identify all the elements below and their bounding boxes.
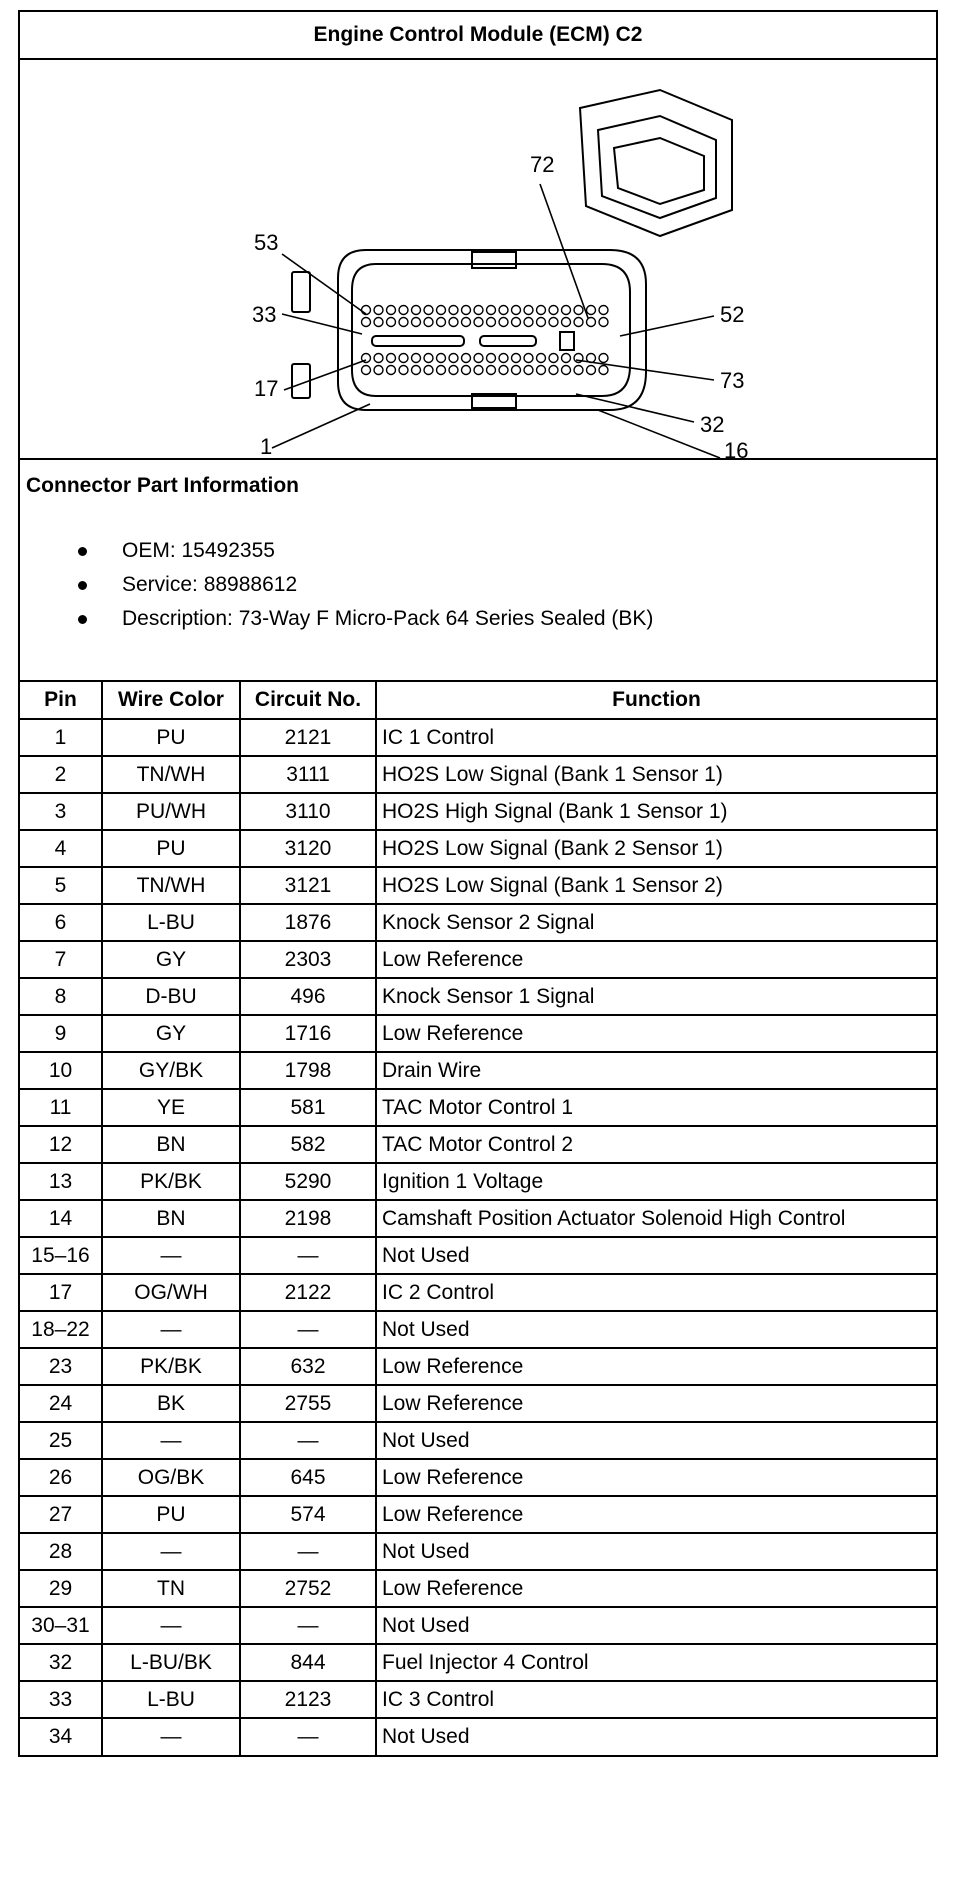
pin-cavity: [537, 366, 546, 375]
pin-cavity: [462, 366, 471, 375]
wire-color-cell: BN: [102, 1126, 240, 1163]
pinout-table: [20, 682, 936, 1755]
leader-32: [576, 394, 694, 422]
top-key: [472, 252, 516, 268]
wire-color-cell: PU: [102, 830, 240, 867]
circuit-no-cell: 2198: [240, 1200, 376, 1237]
table-row: [20, 1385, 936, 1422]
callout-32: 32: [700, 412, 725, 437]
pin-cavity: [387, 366, 396, 375]
wire-color-cell: —: [102, 1607, 240, 1644]
pin-cell: 11: [20, 1089, 102, 1126]
table-row: [20, 1570, 936, 1607]
pin-cell: 2: [20, 756, 102, 793]
table-row: [20, 1496, 936, 1533]
pin-cell: 30–31: [20, 1607, 102, 1644]
pin-cavity: [524, 366, 533, 375]
circuit-no-cell: 2123: [240, 1681, 376, 1718]
table-row: [20, 978, 936, 1015]
connector-part-info: [20, 460, 936, 682]
pin-cavity: [499, 306, 508, 315]
pin-cavity: [412, 306, 421, 315]
table-row: [20, 719, 936, 756]
pin-cavity: [512, 366, 521, 375]
pin-cavity: [537, 318, 546, 327]
circuit-no-cell: 2122: [240, 1274, 376, 1311]
connector-sheet: [18, 10, 938, 1757]
function-cell: Drain Wire: [376, 1052, 936, 1089]
wire-color-cell: —: [102, 1237, 240, 1274]
pin-cell: 28: [20, 1533, 102, 1570]
pin-cavity: [437, 354, 446, 363]
wire-color-cell: —: [102, 1311, 240, 1348]
table-row: [20, 1089, 936, 1126]
wire-color-cell: TN/WH: [102, 867, 240, 904]
circuit-no-cell: 3120: [240, 830, 376, 867]
circuit-no-cell: 3110: [240, 793, 376, 830]
pin-cavity: [512, 306, 521, 315]
function-cell: Knock Sensor 1 Signal: [376, 978, 936, 1015]
circuit-no-cell: 2752: [240, 1570, 376, 1607]
circuit-no-cell: 2121: [240, 719, 376, 756]
wire-color-cell: —: [102, 1422, 240, 1459]
pin-cell: 26: [20, 1459, 102, 1496]
pin-cavity: [437, 366, 446, 375]
function-cell: HO2S Low Signal (Bank 1 Sensor 2): [376, 867, 936, 904]
pin-73-cavity: [560, 332, 574, 350]
pin-cell: 3: [20, 793, 102, 830]
pin-cavity: [399, 366, 408, 375]
function-cell: Not Used: [376, 1311, 936, 1348]
connector-iso-view: [580, 90, 732, 236]
circuit-no-cell: —: [240, 1718, 376, 1755]
pin-cavity: [474, 354, 483, 363]
function-cell: Low Reference: [376, 1348, 936, 1385]
pin-cell: 9: [20, 1015, 102, 1052]
pin-cavity: [499, 366, 508, 375]
circuit-no-cell: 581: [240, 1089, 376, 1126]
wire-color-cell: BN: [102, 1200, 240, 1237]
pin-cavity: [487, 318, 496, 327]
pin-cavity: [362, 318, 371, 327]
function-cell: Low Reference: [376, 1015, 936, 1052]
table-row: [20, 1533, 936, 1570]
pin-cell: 5: [20, 867, 102, 904]
pin-cell: 1: [20, 719, 102, 756]
pin-cavity: [537, 306, 546, 315]
table-row: [20, 1348, 936, 1385]
table-row: [20, 904, 936, 941]
function-cell: Not Used: [376, 1422, 936, 1459]
function-cell: Not Used: [376, 1607, 936, 1644]
pin-cavity: [387, 354, 396, 363]
pin-cavity: [599, 354, 608, 363]
wire-color-cell: L-BU/BK: [102, 1644, 240, 1681]
callout-53: 53: [254, 230, 279, 255]
wire-color-cell: YE: [102, 1089, 240, 1126]
header-pin: Pin: [20, 682, 102, 719]
function-cell: Low Reference: [376, 1570, 936, 1607]
wire-color-cell: OG/BK: [102, 1459, 240, 1496]
pin-cavity: [562, 306, 571, 315]
wire-color-cell: TN: [102, 1570, 240, 1607]
function-cell: Not Used: [376, 1533, 936, 1570]
pin-cavities: [362, 306, 609, 375]
pin-cavity: [549, 318, 558, 327]
pin-cavity: [587, 318, 596, 327]
pin-cavity: [449, 318, 458, 327]
function-cell: TAC Motor Control 2: [376, 1126, 936, 1163]
pin-cavity: [487, 306, 496, 315]
table-row: [20, 867, 936, 904]
pin-cell: 17: [20, 1274, 102, 1311]
pin-cavity: [524, 354, 533, 363]
pin-cell: 14: [20, 1200, 102, 1237]
circuit-no-cell: 645: [240, 1459, 376, 1496]
pin-cavity: [562, 354, 571, 363]
pin-cavity: [424, 306, 433, 315]
pin-cell: 13: [20, 1163, 102, 1200]
callout-52: 52: [720, 302, 745, 327]
pin-cavity: [462, 318, 471, 327]
pin-cavity: [499, 318, 508, 327]
pin-cavity: [449, 306, 458, 315]
function-cell: Low Reference: [376, 1385, 936, 1422]
leader-52: [620, 316, 714, 336]
callout-17: 17: [254, 376, 279, 401]
pin-cavity: [487, 354, 496, 363]
pin-cavity: [374, 354, 383, 363]
pin-cavity: [512, 318, 521, 327]
pin-cavity: [499, 354, 508, 363]
function-cell: Low Reference: [376, 941, 936, 978]
pin-cavity: [424, 366, 433, 375]
table-row: [20, 941, 936, 978]
connector-inner-outline: [352, 264, 630, 396]
wire-color-cell: L-BU: [102, 904, 240, 941]
function-cell: Ignition 1 Voltage: [376, 1163, 936, 1200]
pin-cell: 33: [20, 1681, 102, 1718]
pin-cell: 25: [20, 1422, 102, 1459]
callout-1: 1: [260, 434, 273, 458]
pin-cavity: [399, 306, 408, 315]
wire-color-cell: GY: [102, 941, 240, 978]
pin-cavity: [549, 354, 558, 363]
pin-cavity: [462, 354, 471, 363]
wire-color-cell: OG/WH: [102, 1274, 240, 1311]
pin-cavity: [412, 318, 421, 327]
pin-cell: 4: [20, 830, 102, 867]
pin-cavity: [362, 366, 371, 375]
pin-cavity: [374, 366, 383, 375]
circuit-no-cell: —: [240, 1237, 376, 1274]
function-cell: Low Reference: [376, 1459, 936, 1496]
function-cell: TAC Motor Control 1: [376, 1089, 936, 1126]
circuit-no-cell: 5290: [240, 1163, 376, 1200]
header-circuit-no: Circuit No.: [240, 682, 376, 719]
pin-cavity: [549, 306, 558, 315]
function-cell: IC 1 Control: [376, 719, 936, 756]
pin-cell: 18–22: [20, 1311, 102, 1348]
pin-cavity: [424, 354, 433, 363]
table-row: [20, 1200, 936, 1237]
info-list: [20, 534, 653, 636]
pin-cell: 10: [20, 1052, 102, 1089]
pin-cavity: [524, 318, 533, 327]
pin-cavity: [599, 318, 608, 327]
circuit-no-cell: 3121: [240, 867, 376, 904]
connector-diagram: [20, 60, 936, 460]
info-description: Description: 73-Way F Micro-Pack 64 Series Sealed (BK): [20, 602, 653, 636]
pin-cavity: [387, 306, 396, 315]
leader-33: [282, 314, 362, 334]
function-cell: Knock Sensor 2 Signal: [376, 904, 936, 941]
table-row: [20, 1422, 936, 1459]
table-row: [20, 1459, 936, 1496]
connector-illustration: [20, 60, 936, 458]
table-row: [20, 1126, 936, 1163]
pin-cavity: [412, 354, 421, 363]
circuit-no-cell: —: [240, 1422, 376, 1459]
pin-cell: 29: [20, 1570, 102, 1607]
info-oem: OEM: 15492355: [20, 534, 653, 568]
function-cell: HO2S Low Signal (Bank 2 Sensor 1): [376, 830, 936, 867]
pin-cavity: [424, 318, 433, 327]
pin-cavity: [562, 366, 571, 375]
latch-left: [292, 272, 310, 312]
pin-cell: 32: [20, 1644, 102, 1681]
pin-cell: 23: [20, 1348, 102, 1385]
wire-color-cell: PU: [102, 719, 240, 756]
wire-color-cell: PU/WH: [102, 793, 240, 830]
table-row: [20, 793, 936, 830]
function-cell: Low Reference: [376, 1496, 936, 1533]
pin-cavity: [462, 306, 471, 315]
function-cell: IC 2 Control: [376, 1274, 936, 1311]
center-slot-left: [372, 336, 464, 346]
table-row: [20, 1052, 936, 1089]
circuit-no-cell: 2755: [240, 1385, 376, 1422]
wire-color-cell: PK/BK: [102, 1348, 240, 1385]
circuit-no-cell: 496: [240, 978, 376, 1015]
pin-cavity: [574, 366, 583, 375]
pin-cavity: [474, 306, 483, 315]
center-slot-right: [480, 336, 536, 346]
table-row: [20, 1311, 936, 1348]
callout-33: 33: [252, 302, 277, 327]
wire-color-cell: —: [102, 1533, 240, 1570]
pin-cell: 15–16: [20, 1237, 102, 1274]
pin-cavity: [487, 366, 496, 375]
wire-color-cell: PK/BK: [102, 1163, 240, 1200]
function-cell: Camshaft Position Actuator Solenoid High Control: [376, 1200, 936, 1237]
table-body: [20, 719, 936, 1755]
circuit-no-cell: —: [240, 1311, 376, 1348]
pin-cavity: [387, 318, 396, 327]
pin-cavity: [449, 354, 458, 363]
table-row: [20, 830, 936, 867]
wire-color-cell: GY: [102, 1015, 240, 1052]
header-function: Function: [376, 682, 936, 719]
pin-cavity: [474, 366, 483, 375]
pin-cell: 34: [20, 1718, 102, 1755]
table-header-row: [20, 682, 936, 719]
pin-cavity: [437, 318, 446, 327]
pin-cavity: [399, 354, 408, 363]
pin-cavity: [562, 318, 571, 327]
pin-cavity: [587, 366, 596, 375]
table-row: [20, 1681, 936, 1718]
pin-cell: 27: [20, 1496, 102, 1533]
table-row: [20, 1607, 936, 1644]
pin-cell: 6: [20, 904, 102, 941]
table-row: [20, 1718, 936, 1755]
table-row: [20, 1163, 936, 1200]
leader-53: [282, 254, 366, 314]
wire-color-cell: GY/BK: [102, 1052, 240, 1089]
wire-color-cell: D-BU: [102, 978, 240, 1015]
function-cell: Fuel Injector 4 Control: [376, 1644, 936, 1681]
function-cell: Not Used: [376, 1237, 936, 1274]
pin-cavity: [599, 306, 608, 315]
pin-cavity: [474, 318, 483, 327]
pin-cavity: [524, 306, 533, 315]
callout-73: 73: [720, 368, 745, 393]
pin-cell: 12: [20, 1126, 102, 1163]
pin-cavity: [374, 306, 383, 315]
circuit-no-cell: 1798: [240, 1052, 376, 1089]
table-row: [20, 1274, 936, 1311]
circuit-no-cell: 574: [240, 1496, 376, 1533]
wire-color-cell: TN/WH: [102, 756, 240, 793]
pin-cavity: [374, 318, 383, 327]
function-cell: HO2S High Signal (Bank 1 Sensor 1): [376, 793, 936, 830]
circuit-no-cell: 3111: [240, 756, 376, 793]
function-cell: IC 3 Control: [376, 1681, 936, 1718]
circuit-no-cell: 1716: [240, 1015, 376, 1052]
pin-cavity: [599, 366, 608, 375]
pin-cavity: [587, 306, 596, 315]
table-row: [20, 1015, 936, 1052]
pin-cavity: [574, 306, 583, 315]
circuit-no-cell: —: [240, 1533, 376, 1570]
table-row: [20, 1237, 936, 1274]
info-heading: Connector Part Information: [26, 474, 300, 497]
pin-cell: 7: [20, 941, 102, 978]
pin-cell: 8: [20, 978, 102, 1015]
wire-color-cell: BK: [102, 1385, 240, 1422]
circuit-no-cell: 1876: [240, 904, 376, 941]
pin-cavity: [574, 318, 583, 327]
function-cell: Not Used: [376, 1718, 936, 1755]
circuit-no-cell: 2303: [240, 941, 376, 978]
function-cell: HO2S Low Signal (Bank 1 Sensor 1): [376, 756, 936, 793]
circuit-no-cell: 582: [240, 1126, 376, 1163]
table-row: [20, 756, 936, 793]
circuit-no-cell: 632: [240, 1348, 376, 1385]
leader-1: [272, 404, 370, 448]
pin-cavity: [512, 354, 521, 363]
wire-color-cell: —: [102, 1718, 240, 1755]
pin-cavity: [549, 366, 558, 375]
callout-72: 72: [530, 152, 555, 177]
pin-cell: 24: [20, 1385, 102, 1422]
pin-cavity: [412, 366, 421, 375]
wire-color-cell: PU: [102, 1496, 240, 1533]
circuit-no-cell: 844: [240, 1644, 376, 1681]
pin-cavity: [437, 306, 446, 315]
info-service: Service: 88988612: [20, 568, 653, 602]
callout-16: 16: [724, 438, 749, 458]
table-row: [20, 1644, 936, 1681]
pin-cavity: [399, 318, 408, 327]
connector-body-outline: [338, 250, 646, 410]
page-title: Engine Control Module (ECM) C2: [20, 12, 936, 60]
pin-cavity: [537, 354, 546, 363]
circuit-no-cell: —: [240, 1607, 376, 1644]
wire-color-cell: L-BU: [102, 1681, 240, 1718]
header-wire-color: Wire Color: [102, 682, 240, 719]
pin-cavity: [449, 366, 458, 375]
